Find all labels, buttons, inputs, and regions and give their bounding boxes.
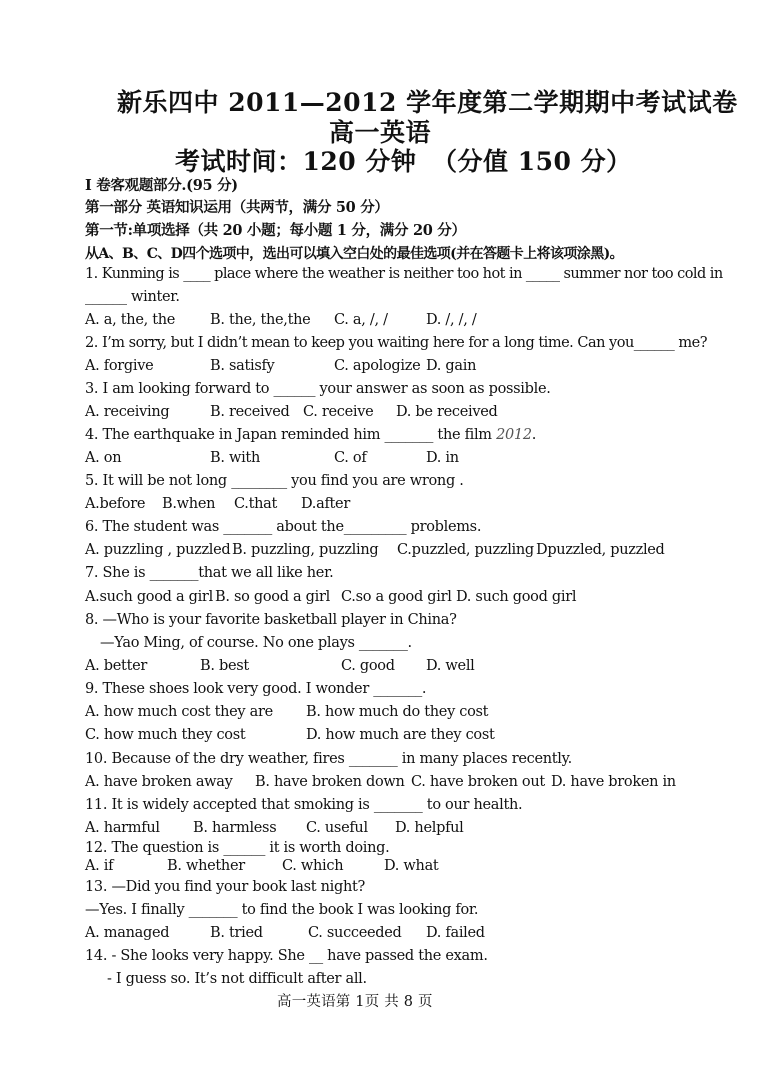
question-2-option-c: C. apologize: [334, 358, 421, 374]
question-1-option-d: D. /, /, /: [426, 312, 477, 328]
question-5-option-d: D.after: [301, 496, 350, 512]
question-4-film-title: 2012: [496, 427, 532, 443]
question-6-option-d: Dpuzzled, puzzled: [536, 542, 665, 558]
question-12-option-a: A. if: [85, 858, 114, 874]
question-3-option-b: B. received: [210, 404, 290, 420]
question-1-stem-cont: ______ winter.: [85, 289, 180, 305]
question-12-option-c: C. which: [282, 858, 344, 874]
page-footer: 高一英语第 1页 共 8 页: [277, 994, 433, 1010]
question-9-option-d: D. how much are they cost: [306, 727, 495, 743]
question-12-option-b: B. whether: [167, 858, 245, 874]
question-13-dialogue: —Yes. I finally _______ to find the book I was looking for.: [85, 902, 479, 918]
exam-duration: 考试时间：120 分钟: [175, 147, 417, 176]
question-3-option-a: A. receiving: [85, 404, 170, 420]
question-13-stem: 13. —Did you find your book last night?: [85, 879, 366, 895]
question-9-option-a: A. how much cost they are: [85, 704, 273, 720]
question-10-option-a: A. have broken away: [85, 774, 233, 790]
section-one-heading: 第一节:单项选择（共 20 小题；每小题 1 分，满分 20 分）: [85, 222, 466, 239]
question-7-option-d: D. such good girl: [456, 589, 577, 605]
question-13-option-c: C. succeeded: [308, 925, 402, 941]
question-6-option-c: C.puzzled, puzzling: [397, 542, 534, 558]
question-1-option-a: A. a, the, the: [85, 312, 176, 328]
question-14-dialogue: - I guess so. It’s not difficult after all.: [107, 971, 367, 987]
question-3-stem: 3. I am looking forward to ______ your answer as soon as possible.: [85, 381, 551, 397]
question-2-option-a: A. forgive: [85, 358, 154, 374]
question-1-option-b: B. the, the,the: [210, 312, 311, 328]
question-10-option-c: C. have broken out: [411, 774, 545, 790]
exam-total-score: （分值 150 分）: [432, 147, 632, 176]
question-2-option-b: B. satisfy: [210, 358, 275, 374]
question-7-option-b: B. so good a girl: [215, 589, 330, 605]
question-11-option-a: A. harmful: [85, 820, 160, 836]
question-4-stem-text: 4. The earthquake in Japan reminded him _______ the film: [85, 427, 497, 443]
question-6-option-a: A. puzzling , puzzled: [85, 542, 231, 558]
question-4-stem: [85, 428, 536, 443]
question-4-option-d: D. in: [426, 450, 459, 466]
subject-title: 高一英语: [329, 118, 432, 147]
question-9-option-b: B. how much do they cost: [306, 704, 489, 720]
question-11-option-c: C. useful: [306, 820, 368, 836]
question-7-stem: 7. She is _______that we all like her.: [85, 565, 334, 581]
exam-title: 新乐四中 2011—2012 学年度第二学期期中考试试卷: [117, 88, 738, 117]
question-3-option-d: D. be received: [396, 404, 498, 420]
question-5-option-c: C.that: [234, 496, 278, 512]
question-1-stem: 1. Kunming is ____ place where the weather is neither too hot in _____ summer nor too cold in: [85, 266, 723, 282]
question-12-stem: 12. The question is ______ it is worth doing.: [85, 840, 390, 856]
question-12-option-d: D. what: [384, 858, 439, 874]
question-11-option-b: B. harmless: [193, 820, 277, 836]
question-5-option-b: B.when: [162, 496, 216, 512]
question-13-option-d: D. failed: [426, 925, 485, 941]
question-2-stem: 2. I’m sorry, but I didn’t mean to keep you waiting here for a long time. Can you______ me?: [85, 335, 708, 351]
question-1-option-c: C. a, /, /: [334, 312, 388, 328]
question-4-option-c: C. of: [334, 450, 367, 466]
question-14-stem: 14. - She looks very happy. She __ have passed the exam.: [85, 948, 488, 964]
part-one-heading: 第一部分 英语知识运用（共两节，满分 50 分）: [85, 199, 389, 216]
question-6-option-b: B. puzzling, puzzling: [232, 542, 379, 558]
question-10-option-d: D. have broken in: [551, 774, 676, 790]
question-11-option-d: D. helpful: [395, 820, 464, 836]
part-i-heading: I 卷客观题部分.(95 分): [85, 177, 238, 194]
question-4-stem-end: .: [531, 427, 537, 443]
question-9-stem: 9. These shoes look very good. I wonder _______.: [85, 681, 427, 697]
question-13-option-a: A. managed: [85, 925, 170, 941]
question-8-option-b: B. best: [200, 658, 249, 674]
question-10-option-b: B. have broken down: [255, 774, 405, 790]
question-7-option-a: A.such good a girl: [85, 589, 213, 605]
question-4-option-b: B. with: [210, 450, 260, 466]
question-6-stem: 6. The student was _______ about the_________ problems.: [85, 519, 482, 535]
question-10-stem: 10. Because of the dry weather, fires _______ in many places recently.: [85, 751, 572, 767]
question-8-dialogue: —Yao Ming, of course. No one plays _______.: [100, 635, 412, 651]
question-11-stem: 11. It is widely accepted that smoking is _______ to our health.: [85, 797, 523, 813]
question-9-option-c: C. how much they cost: [85, 727, 246, 743]
question-7-option-c: C.so a good girl: [341, 589, 452, 605]
question-8-stem: 8. —Who is your favorite basketball player in China?: [85, 612, 457, 628]
instruction: 从A、B、C、D四个选项中，选出可以填入空白处的最佳选项(并在答题卡上将该项涂黑)。: [85, 246, 624, 262]
question-8-option-c: C. good: [341, 658, 395, 674]
question-13-option-b: B. tried: [210, 925, 263, 941]
question-2-option-d: D. gain: [426, 358, 477, 374]
question-8-option-a: A. better: [85, 658, 148, 674]
question-4-option-a: A. on: [85, 450, 122, 466]
question-8-option-d: D. well: [426, 658, 475, 674]
question-5-option-a: A.before: [85, 496, 146, 512]
question-3-option-c: C. receive: [303, 404, 374, 420]
question-5-stem: 5. It will be not long ________ you find you are wrong .: [85, 473, 464, 489]
